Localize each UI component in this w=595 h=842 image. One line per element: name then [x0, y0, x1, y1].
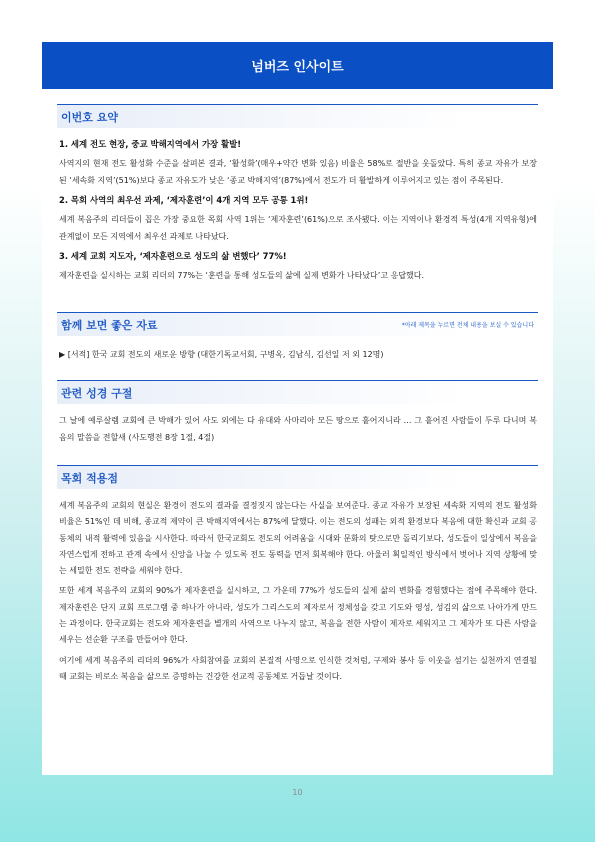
section-heading-summary: [57, 104, 538, 128]
page-number: 10: [292, 788, 303, 797]
scripture-text: 그 날에 예루살렘 교회에 큰 박해가 있어 사도 외에는 다 유대와 사마리아 모든 땅으로 흩어지니라 … 그 흩어진 사람들이 두루 다니며 복음의 말씀을 전할새 (사도행전 8장 1절, 4절): [59, 416, 537, 442]
summary-item-1-body: 사역지의 현재 전도 활성화 수준을 살펴본 결과, ‘활성화’(매우+약간 변화 있음) 비율은 58%로 절반을 웃돌았다. 특히 종교 자유가 보장된 ‘세속화 지역’(51%)보다 종교 자유도가 낮은 ‘종교 박해지역’(87%)에서 전도가 더 활발하게 이루어지고 있는 점이 주목된다.: [59, 159, 537, 185]
section-heading-application: [57, 465, 538, 489]
content-card: [42, 42, 553, 775]
scripture-block: [59, 412, 537, 446]
resource-link-book[interactable]: ▶ [서적] 한국 교회 전도의 새로운 방향 (대한기독교서회, 구병옥, 김남식, 김선일 저 외 12명): [59, 350, 384, 359]
application-paragraph-3: 여기에 세계 복음주의 리더의 96%가 사회참여를 교회의 본질적 사명으로 인식한 것처럼, 구제와 봉사 등 이웃을 섬기는 실천까지 연결될 때 교회는 비로소 복음을 삶으로 증명하는 건강한 선교적 공동체로 거듭날 것이다.: [59, 655, 537, 681]
section-heading-scripture: [57, 380, 538, 404]
summary-item-3-body: 제자훈련을 실시하는 교회 리더의 77%는 ‘훈련을 통해 성도들의 삶에 실제 변화가 나타났다’고 응답했다.: [59, 271, 425, 280]
section-heading-scripture-label: 관련 성경 구절: [61, 386, 133, 400]
section-heading-application-label: 목회 적용점: [61, 471, 118, 485]
resources-note: *아래 제목을 누르면 전체 내용을 보실 수 있습니다: [401, 322, 534, 329]
summary-item-2-title: 2. 목회 사역의 최우선 과제, ‘제자훈련’이 4개 지역 모두 공통 1위!: [59, 195, 309, 205]
summary-item-3-title: 3. 세계 교회 지도자, ‘제자훈련으로 성도의 삶 변했다’ 77%!: [59, 251, 287, 261]
application-paragraph-2: 또한 세계 복음주의 교회의 90%가 제자훈련을 실시하고, 그 가운데 77%가 성도들의 실제 삶의 변화를 경험했다는 점에 주목해야 한다. 제자훈련은 단지 교회 프로그램 중 하나가 아니라, 성도가 그리스도의 제자로서 정체성을 갖고 기도와 영성, 성김의 삶으로 나아가게 만드는 과정이다. 한국교회는 전도와 제자훈련을 별개의 사역으로 나누지 않고, 복음을 전한 사람이 제자로 세워지고 그 제자가 또 다른 사람을 세우는 선순환 구조를 만들어야 한다.: [59, 586, 537, 645]
section-heading-resources: [57, 312, 538, 336]
page-title: 넘버즈 인사이트: [42, 42, 553, 89]
application-paragraph-1: 세계 복음주의 교회의 현실은 환경이 전도의 결과를 결정짓지 않는다는 사실을 보여준다. 종교 자유가 보장된 세속화 지역의 전도 활성화 비율은 51%인 데 비해, 종교적 제약이 큰 박해지역에서는 87%에 달했다. 이는 전도의 성패는 외적 환경보다 복음에 대한 확신과 교회 공동체의 내적 활력에 있음을 시사한다. 따라서 한국교회도 전도의 어려움을 시대와 문화의 탓으로만 돌리기보다, 성도들이 일상에서 복음을 자연스럽게 전하고 관계 속에서 신앙을 나눌 수 있도록 전도 동력을 먼저 회복해야 한다. 아울러 획일적인 방식에서 벗어나 지역 상황에 맞는 세밀한 전도 전략을 세워야 한다.: [59, 501, 537, 576]
application-block: [59, 498, 537, 685]
section-heading-summary-label: 이번호 요약: [61, 110, 118, 124]
summary-block: [59, 137, 537, 284]
summary-item-2-body: 세계 복음주의 리더들이 꼽은 가장 중요한 목회 사역 1위는 ‘제자훈련’(61%)으로 조사됐다. 이는 지역이나 환경적 특성(4개 지역유형)에 관계없이 모든 지역에서 최우선 과제로 나타났다.: [59, 215, 537, 241]
section-heading-resources-label: 함께 보면 좋은 자료: [61, 318, 158, 332]
resources-block: [59, 346, 537, 363]
summary-item-1-title: 1. 세계 전도 현장, 중교 박해지역에서 가장 활발!: [59, 139, 242, 149]
